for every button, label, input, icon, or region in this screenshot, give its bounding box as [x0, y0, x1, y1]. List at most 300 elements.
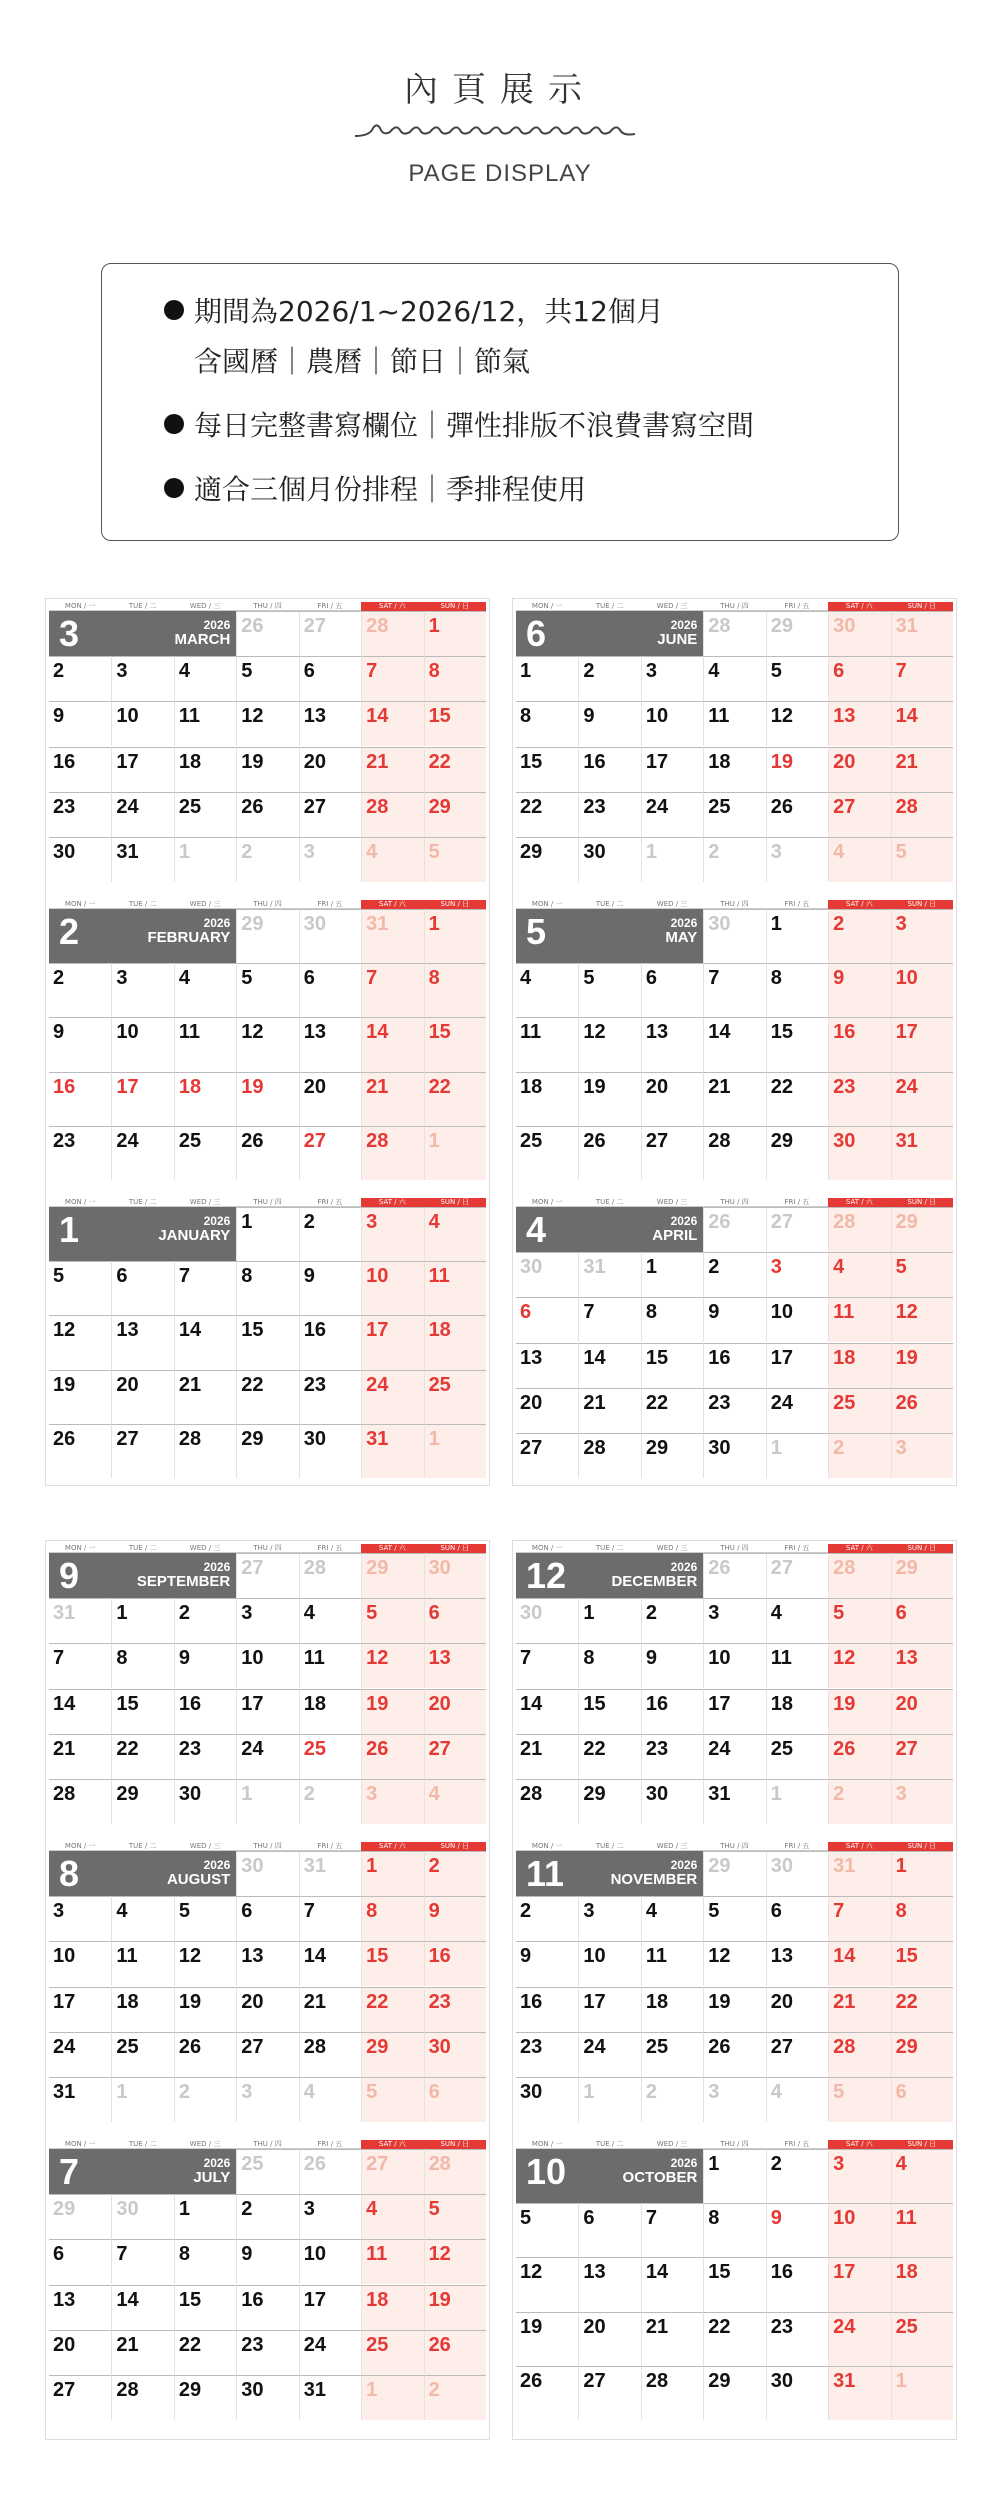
day-cell: [174, 1987, 236, 2032]
month-number: 2: [59, 911, 80, 952]
day-cell: [703, 1643, 765, 1688]
day-cell: [891, 2149, 953, 2203]
day-cell: [828, 1598, 890, 1643]
day-number: 19: [428, 2288, 451, 2311]
weekday-label: SUN / 日: [891, 602, 953, 611]
day-number: 31: [833, 2369, 856, 2392]
day-number: 23: [645, 1737, 669, 1760]
weekday-label: THU / 四: [236, 2140, 298, 2149]
day-cell: [236, 1779, 298, 1824]
day-number: 13: [833, 705, 856, 728]
day-number: 28: [116, 2378, 139, 2401]
day-cell: [299, 1261, 361, 1315]
day-cell: [424, 2194, 486, 2239]
day-number: 3: [895, 913, 907, 935]
day-cell: [766, 611, 828, 656]
day-cell: [299, 1424, 361, 1478]
day-cell: [578, 656, 640, 701]
weekday-label: THU / 四: [703, 602, 765, 611]
day-number: 30: [583, 840, 606, 863]
day-number: 13: [645, 1021, 669, 1044]
day-cell: [111, 1424, 173, 1478]
day-number: 5: [895, 840, 907, 863]
day-cell: [111, 656, 173, 701]
weekday-label: WED / 三: [641, 602, 703, 611]
day-cell: [111, 792, 173, 837]
day-cell: [361, 1987, 423, 2032]
day-cell: [641, 1734, 703, 1779]
day-number: 11: [708, 705, 730, 728]
day-number: 2: [178, 1602, 190, 1625]
day-number: 30: [770, 2369, 793, 2392]
day-cell: [578, 1072, 640, 1126]
day-number: 4: [303, 1602, 315, 1625]
day-cell: [891, 792, 953, 837]
day-number: 28: [366, 795, 389, 818]
day-number: 1: [895, 1855, 907, 1877]
day-number: 5: [895, 1256, 907, 1279]
month-name: JULY: [193, 2169, 231, 2186]
day-number: 11: [178, 1021, 200, 1044]
day-cell: [111, 1734, 173, 1779]
day-number: 8: [178, 2243, 190, 2266]
day-number: 16: [770, 2261, 793, 2284]
weekday-label: FRI / 五: [766, 602, 828, 611]
day-number: 14: [366, 1021, 389, 1044]
weekday-header: [516, 1544, 953, 1553]
day-number: 27: [770, 2035, 793, 2058]
month-calendar-january: [49, 1198, 486, 1478]
day-number: 26: [53, 1427, 76, 1450]
month-year: 2026: [670, 1214, 698, 1228]
weekday-label: FRI / 五: [766, 2140, 828, 2149]
day-number: 24: [366, 1373, 389, 1396]
day-cell: [424, 1315, 486, 1369]
day-cell: [299, 909, 361, 963]
day-number: 1: [428, 1129, 440, 1152]
day-number: 16: [708, 1346, 731, 1369]
day-cell: [49, 1987, 111, 2032]
weekday-label: SUN / 日: [891, 1544, 953, 1553]
day-cell: [578, 1343, 640, 1388]
day-number: 11: [178, 705, 200, 728]
month-header: [516, 2149, 703, 2203]
day-cell: [766, 1779, 828, 1824]
day-number: 2: [708, 1256, 720, 1279]
day-number: 12: [241, 1021, 264, 1044]
day-number: 23: [583, 795, 606, 818]
day-number: 17: [241, 1692, 264, 1715]
day-cell: [49, 1896, 111, 1941]
day-cell: [891, 1343, 953, 1388]
day-cell: [766, 2149, 828, 2203]
day-cell: [641, 1017, 703, 1071]
day-cell: [361, 837, 423, 882]
day-cell: [891, 1896, 953, 1941]
day-cell: [111, 2375, 173, 2420]
day-number: 30: [645, 1782, 669, 1805]
day-number: 28: [520, 1782, 543, 1805]
day-cell: [424, 656, 486, 701]
day-number: 29: [428, 795, 451, 818]
day-number: 23: [241, 2333, 264, 2356]
day-cell: [236, 1598, 298, 1643]
weekday-header: [49, 900, 486, 909]
day-number: 7: [895, 660, 907, 683]
day-cell: [891, 1017, 953, 1071]
day-cell: [299, 792, 361, 837]
day-number: 20: [833, 750, 856, 773]
day-cell: [766, 1896, 828, 1941]
day-number: 3: [708, 2080, 720, 2103]
day-number: 16: [520, 1990, 543, 2013]
day-number: 27: [241, 2035, 264, 2058]
day-cell: [641, 963, 703, 1017]
day-cell: [891, 2077, 953, 2122]
feature-text: 含國曆｜農曆｜節日｜節氣: [194, 345, 531, 378]
day-cell: [516, 701, 578, 746]
month-name: NOVEMBER: [610, 1871, 698, 1888]
day-number: 22: [520, 795, 543, 818]
day-cell: [236, 1424, 298, 1478]
day-cell: [236, 909, 298, 963]
weekday-label: FRI / 五: [766, 900, 828, 909]
day-number: 9: [303, 1265, 315, 1288]
day-cell: [516, 1297, 578, 1342]
day-cell: [361, 1315, 423, 1369]
weekday-label: FRI / 五: [299, 602, 361, 611]
day-number: 27: [770, 1211, 793, 1233]
day-number: 30: [303, 913, 326, 935]
day-number: 13: [583, 2261, 606, 2284]
day-cell: [578, 1297, 640, 1342]
day-cell: [174, 1598, 236, 1643]
month-calendar-october: [516, 2140, 953, 2420]
day-cell: [641, 1941, 703, 1986]
weekday-label: WED / 三: [641, 1198, 703, 1207]
day-cell: [299, 2239, 361, 2284]
day-number: 13: [303, 705, 326, 728]
day-cell: [516, 1734, 578, 1779]
day-number: 17: [116, 1075, 139, 1098]
day-cell: [703, 1207, 765, 1252]
day-cell: [236, 1553, 298, 1598]
day-number: 15: [428, 705, 451, 728]
day-cell: [361, 2375, 423, 2420]
day-number: 18: [428, 1319, 451, 1342]
day-cell: [174, 1689, 236, 1734]
day-cell: [891, 1252, 953, 1297]
day-number: 18: [178, 750, 202, 773]
day-cell: [578, 1987, 640, 2032]
day-number: 9: [428, 1900, 440, 1923]
day-cell: [516, 1072, 578, 1126]
weekday-label: SUN / 日: [424, 900, 486, 909]
day-number: 30: [708, 913, 731, 935]
day-number: 2: [428, 1855, 440, 1877]
day-number: 4: [520, 967, 532, 990]
day-number: 6: [428, 1602, 440, 1625]
day-cell: [766, 909, 828, 963]
weekday-label: MON / 一: [516, 1842, 578, 1851]
day-number: 30: [428, 1557, 451, 1579]
day-number: 27: [303, 615, 326, 637]
day-number: 4: [895, 2153, 907, 2175]
day-number: 28: [645, 2369, 669, 2392]
day-number: 30: [833, 1129, 856, 1152]
day-number: 5: [833, 1602, 845, 1625]
day-cell: [299, 2285, 361, 2330]
day-number: 25: [833, 1391, 856, 1414]
month-calendar-february: [49, 900, 486, 1180]
day-cell: [828, 837, 890, 882]
day-cell: [49, 2239, 111, 2284]
day-cell: [424, 2149, 486, 2194]
day-cell: [236, 1126, 298, 1180]
month-name: OCTOBER: [622, 2169, 698, 2186]
day-cell: [299, 1126, 361, 1180]
day-cell: [236, 837, 298, 882]
weekday-label: TUE / 二: [111, 602, 173, 611]
day-cell: [236, 1261, 298, 1315]
month-header: [516, 1851, 703, 1896]
weekday-label: SUN / 日: [424, 2140, 486, 2149]
day-number: 10: [116, 705, 139, 728]
day-number: 15: [895, 1945, 918, 1968]
weekday-header: [49, 2140, 486, 2149]
day-number: 24: [116, 1129, 139, 1152]
day-cell: [703, 792, 765, 837]
feature-text: 適合三個月份排程｜季排程使用: [194, 473, 587, 506]
day-number: 21: [708, 1075, 731, 1098]
day-number: 18: [833, 1346, 856, 1369]
day-cell: [361, 1689, 423, 1734]
day-cell: [828, 701, 890, 746]
day-number: 24: [708, 1737, 731, 1760]
day-number: 26: [895, 1391, 918, 1414]
day-number: 26: [833, 1737, 856, 1760]
weekday-label: THU / 四: [236, 1842, 298, 1851]
day-cell: [361, 1370, 423, 1424]
day-cell: [111, 2285, 173, 2330]
day-cell: [424, 2285, 486, 2330]
day-cell: [641, 2312, 703, 2366]
day-cell: [516, 1643, 578, 1688]
day-cell: [641, 792, 703, 837]
day-number: 7: [833, 1900, 845, 1923]
day-number: 6: [241, 1900, 253, 1923]
day-cell: [641, 1896, 703, 1941]
day-number: 17: [583, 1990, 606, 2013]
day-number: 28: [833, 2035, 856, 2058]
day-cell: [174, 747, 236, 792]
day-cell: [111, 2239, 173, 2284]
day-cell: [174, 2375, 236, 2420]
day-cell: [111, 1261, 173, 1315]
day-cell: [361, 1896, 423, 1941]
day-number: 8: [520, 705, 532, 728]
day-cell: [174, 1896, 236, 1941]
day-cell: [578, 837, 640, 882]
day-cell: [516, 1779, 578, 1824]
day-number: 10: [833, 2207, 856, 2230]
day-cell: [49, 747, 111, 792]
day-number: 29: [241, 913, 264, 935]
feature-item-period: [164, 290, 664, 330]
weekday-label: SUN / 日: [891, 1198, 953, 1207]
day-cell: [578, 1734, 640, 1779]
weekday-header: [516, 602, 953, 611]
weekday-header: [49, 1544, 486, 1553]
day-number: 20: [770, 1990, 793, 2013]
day-cell: [766, 2257, 828, 2311]
day-number: 7: [366, 660, 378, 683]
day-number: 29: [708, 1855, 731, 1877]
day-number: 15: [178, 2288, 202, 2311]
day-number: 4: [833, 840, 845, 863]
day-number: 20: [303, 750, 326, 773]
day-cell: [516, 656, 578, 701]
day-cell: [516, 1987, 578, 2032]
day-number: 10: [708, 1647, 731, 1670]
day-number: 18: [116, 1990, 139, 2013]
weekday-label: WED / 三: [641, 1842, 703, 1851]
day-cell: [703, 1987, 765, 2032]
day-cell: [891, 1734, 953, 1779]
day-cell: [361, 2032, 423, 2077]
day-cell: [424, 701, 486, 746]
day-number: 29: [53, 2198, 76, 2221]
weekday-label: TUE / 二: [578, 2140, 640, 2149]
day-cell: [424, 1779, 486, 1824]
day-cell: [891, 1779, 953, 1824]
day-cell: [578, 1017, 640, 1071]
day-number: 6: [895, 1602, 907, 1625]
day-cell: [516, 2312, 578, 2366]
day-number: 31: [366, 1427, 389, 1450]
day-number: 4: [303, 2080, 315, 2103]
day-cell: [891, 2366, 953, 2420]
day-cell: [361, 1017, 423, 1071]
day-number: 10: [583, 1945, 606, 1968]
day-cell: [641, 1689, 703, 1734]
day-number: 23: [428, 1990, 451, 2013]
day-cell: [174, 656, 236, 701]
day-cell: [891, 747, 953, 792]
day-number: 27: [895, 1737, 918, 1760]
day-cell: [49, 1315, 111, 1369]
day-cell: [641, 2077, 703, 2122]
day-number: 15: [366, 1945, 389, 1968]
weekday-label: FRI / 五: [299, 1544, 361, 1553]
day-number: 3: [895, 1436, 907, 1459]
day-cell: [828, 2032, 890, 2077]
weekday-label: TUE / 二: [578, 1544, 640, 1553]
weekday-label: THU / 四: [703, 2140, 765, 2149]
day-number: 25: [428, 1373, 451, 1396]
day-cell: [299, 2077, 361, 2122]
day-number: 25: [116, 2035, 139, 2058]
day-cell: [299, 611, 361, 656]
squiggle-divider-icon: [350, 112, 650, 148]
day-number: 4: [428, 1211, 440, 1233]
day-cell: [703, 2203, 765, 2257]
day-cell: [766, 1598, 828, 1643]
day-number: 6: [583, 2207, 595, 2230]
day-cell: [49, 2285, 111, 2330]
weekday-label: SAT / 六: [361, 900, 423, 909]
month-number: 4: [526, 1209, 547, 1250]
day-number: 28: [303, 1557, 326, 1579]
day-number: 1: [645, 840, 657, 863]
day-cell: [424, 2375, 486, 2420]
day-cell: [49, 1779, 111, 1824]
day-cell: [111, 1598, 173, 1643]
day-number: 14: [116, 2288, 139, 2311]
day-number: 8: [708, 2207, 720, 2230]
day-number: 15: [428, 1021, 451, 1044]
day-number: 16: [428, 1945, 451, 1968]
day-number: 27: [241, 1557, 264, 1579]
month-calendar-september: [49, 1544, 486, 1824]
day-number: 2: [708, 840, 720, 863]
day-number: 22: [708, 2315, 731, 2338]
day-cell: [578, 963, 640, 1017]
day-cell: [361, 2239, 423, 2284]
day-number: 4: [366, 2198, 378, 2221]
month-number: 7: [59, 2151, 80, 2192]
day-cell: [828, 792, 890, 837]
day-cell: [361, 747, 423, 792]
month-name: MARCH: [174, 631, 231, 648]
day-number: 4: [770, 2080, 782, 2103]
day-number: 2: [53, 660, 65, 683]
day-cell: [49, 701, 111, 746]
day-cell: [703, 1072, 765, 1126]
day-cell: [174, 1370, 236, 1424]
day-cell: [891, 1941, 953, 1986]
day-cell: [49, 1734, 111, 1779]
day-cell: [361, 2330, 423, 2375]
day-cell: [111, 2077, 173, 2122]
day-cell: [111, 1315, 173, 1369]
day-number: 17: [116, 750, 139, 773]
day-number: 22: [583, 1737, 606, 1760]
day-number: 16: [303, 1319, 326, 1342]
day-number: 24: [241, 1737, 264, 1760]
day-number: 5: [833, 2080, 845, 2103]
month-header: [49, 611, 236, 656]
day-number: 13: [520, 1346, 543, 1369]
day-cell: [578, 747, 640, 792]
day-cell: [891, 2312, 953, 2366]
day-cell: [236, 1643, 298, 1688]
weekday-label: WED / 三: [174, 1544, 236, 1553]
day-cell: [424, 963, 486, 1017]
day-number: 22: [428, 750, 451, 773]
day-number: 4: [833, 1256, 845, 1279]
day-cell: [299, 1315, 361, 1369]
month-name: JUNE: [657, 631, 698, 648]
day-number: 23: [53, 795, 76, 818]
day-number: 28: [366, 615, 389, 637]
day-cell: [703, 1297, 765, 1342]
day-cell: [361, 1207, 423, 1261]
day-cell: [361, 1553, 423, 1598]
day-cell: [703, 747, 765, 792]
day-number: 18: [770, 1692, 793, 1715]
day-number: 3: [583, 1900, 595, 1923]
